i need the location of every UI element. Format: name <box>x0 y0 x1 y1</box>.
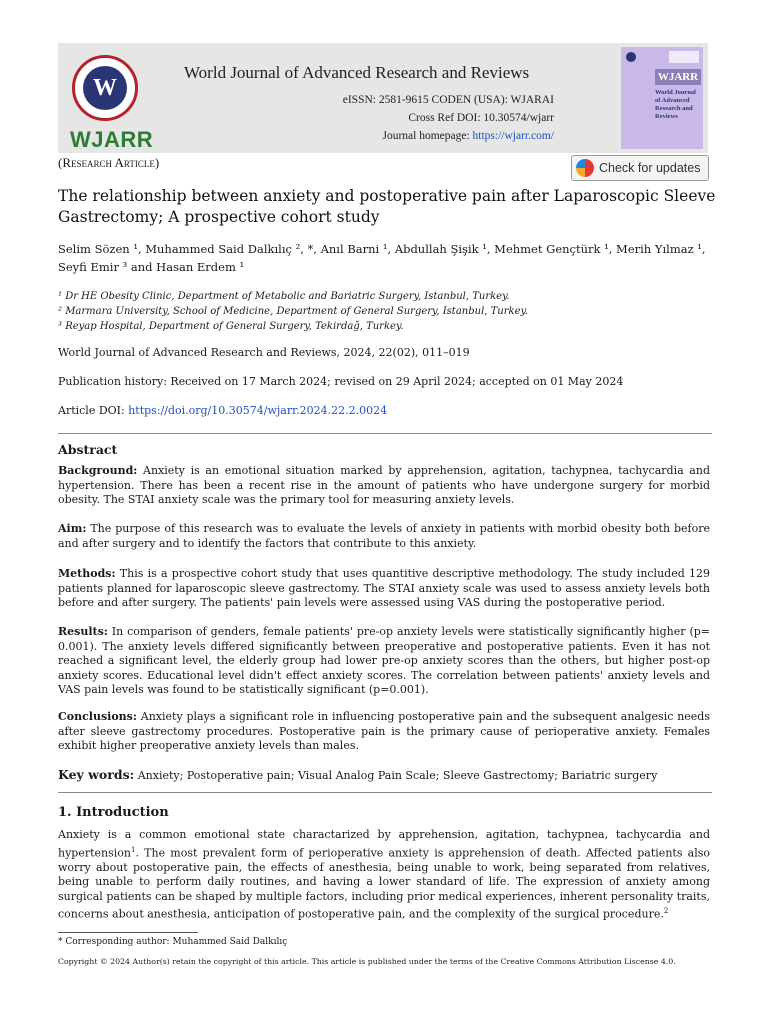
cover-title: World Journal of Advanced Research and Reviews <box>655 89 696 120</box>
background-text: Anxiety is an emotional situation marked by apprehension, agitation, tachypnea, tachycardia and hypertension. There has been a recent rise in the amount of patients who have undergone surgery for morbid obesity. The STAI anxiety scale was the primary tool for measuring anxiety levels. <box>58 464 710 506</box>
journal-name: World Journal of Advanced Research and Reviews <box>184 63 530 82</box>
journal-cover <box>621 47 703 149</box>
results-label: Results: <box>58 625 108 638</box>
abstract-methods <box>58 567 710 611</box>
abstract-bottom-rule <box>58 792 712 793</box>
abstract-conclusions <box>58 710 710 754</box>
aim-label: Aim: <box>58 522 87 535</box>
check-for-updates-button[interactable] <box>571 155 709 181</box>
homepage-line <box>184 127 554 145</box>
affiliation-2: ² Marmara University, School of Medicine, Department of General Surgery, Istanbul, Turkey. <box>58 306 528 317</box>
journal-meta <box>184 91 554 145</box>
article-type: (Research Article) <box>58 155 160 170</box>
issn-line: eISSN: 2581-9615 CODEN (USA): WJARAI <box>342 94 554 106</box>
keywords-text: Anxiety; Postoperative pain; Visual Analog Pain Scale; Sleeve Gastrectomy; Bariatric surgery <box>134 769 658 782</box>
background-label: Background: <box>58 464 138 477</box>
affiliation-1: ¹ Dr HE Obesity Clinic, Department of Metabolic and Bariatric Surgery, Istanbul, Turkey. <box>58 291 510 302</box>
aim-text: The purpose of this research was to evaluate the levels of anxiety in patients with morbid obesity both before and after surgery and to identify the factors that contribute to this anxiety. <box>58 522 710 550</box>
logo-ring <box>72 55 138 121</box>
authors-line-2: Seyfi Emir ³ and Hasan Erdem ¹ <box>58 260 245 274</box>
cover-top-label <box>669 51 699 63</box>
copyright-notice: Copyright © 2024 Author(s) retain the copyright of this article. This article is published under the terms of the Creative Commons Attribution Liscense 4.0. <box>58 957 676 966</box>
results-text: In comparison of genders, female patients' pre-op anxiety levels were statistically significantly higher (p= 0.001). The anxiety levels differed significantly between preoperative and postoperative patients. Even it has not reached a significant level, the elderly group had lower pre-op anxiety scores than the others, but higher post-op anxiety scores. Educational level didn't effect anxiety scores. The correlation between patients' anxiety levels and VAS pain levels was found to be statistically significant (p=0.001). <box>58 625 710 696</box>
author-list <box>58 240 718 276</box>
footnote-rule <box>58 932 198 933</box>
abstract-top-rule <box>58 433 712 434</box>
intro-ref-2[interactable]: 2 <box>663 907 669 916</box>
introduction-paragraph <box>58 828 710 922</box>
journal-logo <box>68 51 154 152</box>
affiliations <box>58 289 718 334</box>
abstract-aim <box>58 522 710 551</box>
affiliation-3: ³ Reyap Hospital, Department of General Surgery, Tekirdağ, Turkey. <box>58 321 404 332</box>
doi-label: Article DOI: <box>58 404 129 417</box>
introduction-heading: 1. Introduction <box>58 805 169 820</box>
keywords-label: Key words: <box>58 767 135 782</box>
intro-text-a: Anxiety is a common emotional state charactarized by apprehension, agitation, tachypnea, tachycardia and hypertension <box>58 828 710 860</box>
article-title: The relationship between anxiety and postoperative pain after Laparoscopic Sleeve Gastrectomy; A prospective cohort study <box>58 187 716 226</box>
conclusions-label: Conclusions: <box>58 710 137 723</box>
homepage-label: Journal homepage: <box>382 130 473 142</box>
doi-link[interactable]: https://doi.org/10.30574/wjarr.2024.22.2.0024 <box>128 404 388 417</box>
corresponding-author: * Corresponding author: Muhammed Said Dalkılıç <box>58 937 288 947</box>
keywords <box>58 767 710 782</box>
citation: World Journal of Advanced Research and Reviews, 2024, 22(02), 011–019 <box>58 346 470 359</box>
methods-label: Methods: <box>58 567 116 580</box>
intro-text-b: . The most prevalent form of perioperative anxiety is apprehension of death. Affected patients also worry about postoperative pain, the effects of anesthesia, being unable to work, being separated from relatives, being unable to perform daily routines, and having a lower standard of life. The expression of anxiety among surgical patients can be shaped by multiple factors, including prior medical experiences, inherent personality traits, concerns about anesthesia, anticipation of postoperative pain, and the complexity of the surgical procedure. <box>58 846 710 921</box>
cover-badge-icon <box>626 52 636 62</box>
abstract-heading: Abstract <box>58 442 118 457</box>
publication-history: Publication history: Received on 17 March 2024; revised on 29 April 2024; accepted on 01 May 2024 <box>58 375 624 388</box>
conclusions-text: Anxiety plays a significant role in influencing postoperative pain and the subsequent analgesic needs after sleeve gastrectomy procedures. Postoperative pain is the primary cause of perioperative anxiety. Females exhibit higher preoperative anxiety levels than males. <box>58 710 710 752</box>
cover-abbrev: WJARR <box>655 69 701 85</box>
authors-line-1: Selim Sözen ¹, Muhammed Said Dalkılıç ², *, Anıl Barni ¹, Abdullah Şişik ¹, Mehmet Gençtürk ¹, Merih Yılmaz ¹, <box>58 242 706 256</box>
check-updates-label: Check for updates <box>599 161 701 175</box>
crossref-line: Cross Ref DOI: 10.30574/wjarr <box>408 112 554 124</box>
abstract-results <box>58 625 710 698</box>
abstract-background <box>58 464 710 508</box>
article-doi <box>58 404 718 417</box>
journal-header <box>58 43 708 153</box>
homepage-link[interactable]: https://wjarr.com/ <box>472 130 554 142</box>
check-updates-icon <box>576 159 594 177</box>
logo-letter: W <box>83 66 127 110</box>
logo-wordmark: WJARR <box>70 127 154 152</box>
intro-ref-1[interactable]: 1 <box>131 845 136 854</box>
methods-text: This is a prospective cohort study that uses quantitive descriptive methodology. The study included 129 patients planned for laparoscopic sleeve gastrectomy. The STAI anxiety scale was used to assess anxiety levels both before and after surgery. The patients' pain levels were assessed using VAS during the postoperative period. <box>58 567 710 609</box>
